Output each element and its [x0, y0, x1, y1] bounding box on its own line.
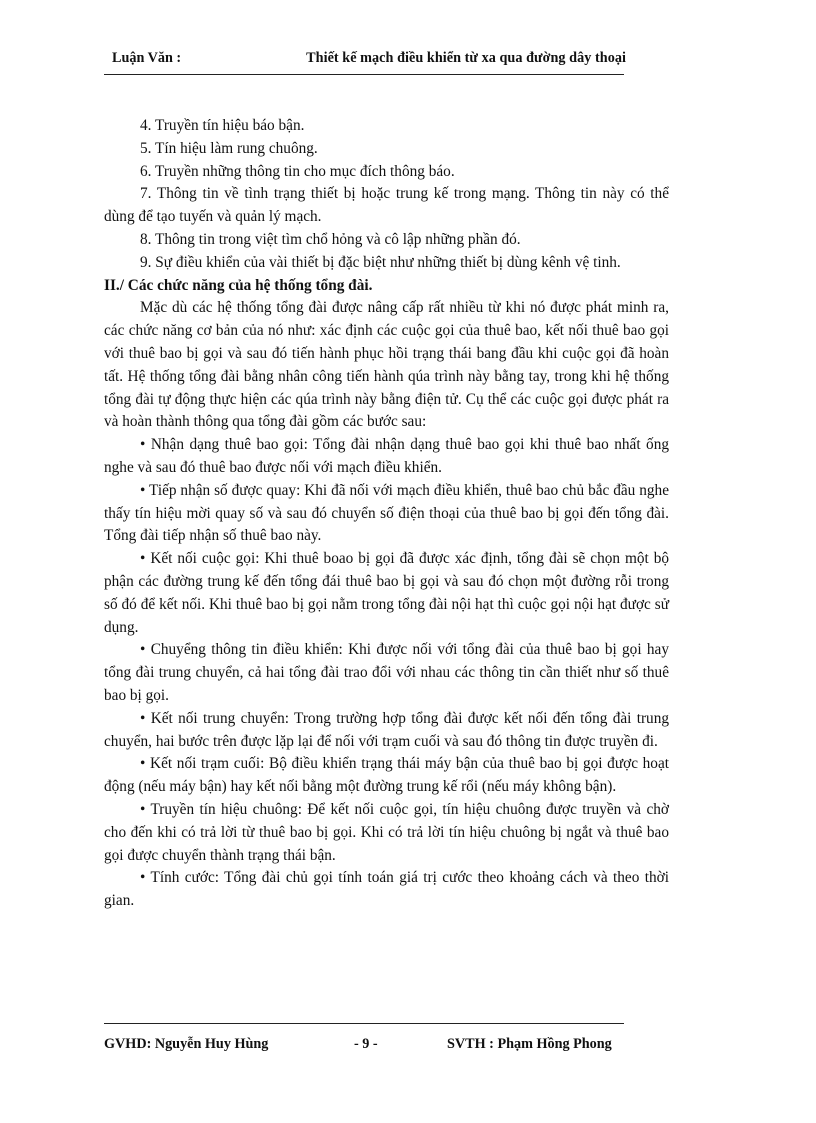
page-header — [112, 50, 626, 67]
list-item-7: 7. Thông tin về tình trạng thiết bị hoặc trung kế trong mạng. Thông tin này có thể dùng để tạo tuyến và quản lý mạch. — [104, 185, 669, 226]
bullet-text: Kết nối cuộc gọi: Khi thuê boao bị gọi đã được xác định, tổng đài sẽ chọn một bộ phận các đường trung kế đến tổng đái thuê bao bị gọi và sau đó chọn một đường rỗi trong số đó để kết nối. Khi thuê bao bị gọi nằm trong tổng đài nội hạt thì cuộc gọi nội hạt được sử dụng. — [104, 550, 670, 636]
bullet-icon: • — [140, 550, 146, 568]
bullet-text: Kết nối trung chuyển: Trong trường hợp tổng đài được kết nối đến tổng đài trung chuyển, hai bước trên được lặp lại để nối với trạm cuối và sau đó thông tin được truyền đi. — [104, 709, 669, 750]
bullet-icon: • — [140, 436, 146, 454]
bullet-text: Chuyểng thông tin điều khiển: Khi được nối với tổng đài của thuê bao bị gọi hay tổng đài trung chuyển, cả hai tổng đài trao đổi với nhau các thông tin cần thiết như số thuê bao bị gọi. — [104, 641, 669, 704]
footer-student: SVTH : Phạm Hồng Phong — [447, 1036, 612, 1052]
bullet-item-call-connection — [104, 548, 669, 639]
bullet-text: Tính cước: Tổng đài chủ gọi tính toán giá trị cước theo khoảng cách và theo thời gian. — [104, 869, 669, 910]
list-item-8: 8. Thông tin trong việt tìm chổ hỏng và cô lập những phần đó. — [140, 230, 521, 248]
bullet-text: Truyền tín hiệu chuông: Để kết nối cuộc gọi, tín hiệu chuông được truyền và chờ cho đến khi có trả lời từ thuê bao bị gọi. Khi có trả lời tín hiệu chuông bị ngắt và thuê bao gọi được chuyển thành trạng thái bận. — [104, 800, 669, 864]
header-document-type: Luận Văn : — [112, 50, 182, 66]
bullet-icon: • — [140, 800, 146, 818]
bullet-icon: • — [140, 755, 146, 773]
bullet-item-billing — [104, 867, 669, 913]
footer-divider — [104, 1023, 624, 1024]
list-item-9: 9. Sự điều khiển của vài thiết bị đặc biệt như những thiết bị dùng kênh vệ tinh. — [140, 253, 621, 271]
bullet-item-control-info-transfer — [104, 639, 669, 707]
bullet-text: Tiếp nhận số được quay: Khi đã nối với mạch điều khiển, thuê bao chủ bắc đầu nghe thấy tín hiệu mời quay số và sau đó chuyển số điện thoại của thuê bao bị gọi đến tổng đài. Tổng đài tiếp nhận số thuê bao này. — [104, 481, 669, 545]
section-heading: II./ Các chức năng của hệ thống tổng đài. — [104, 276, 373, 294]
header-divider — [104, 74, 624, 75]
bullet-icon: • — [140, 641, 146, 659]
bullet-text: Nhận dạng thuê bao gọi: Tổng đài nhận dạng thuê bao gọi khi thuê bao nhất ống nghe và sau đó thuê bao được nối với mạch điều khiển. — [104, 436, 669, 476]
page-body — [104, 115, 669, 913]
bullet-icon: • — [140, 709, 146, 727]
bullet-item-ringing-signal — [104, 799, 669, 867]
bullet-icon: • — [140, 869, 146, 887]
list-item-5: 5. Tín hiệu làm rung chuông. — [140, 139, 318, 157]
list-item-6: 6. Truyền những thông tin cho mục đích thông báo. — [140, 162, 455, 180]
page-number: - 9 - — [354, 1036, 378, 1052]
footer-supervisor: GVHD: Nguyễn Huy Hùng — [104, 1036, 269, 1052]
list-item-4: 4. Truyền tín hiệu báo bận. — [140, 117, 305, 134]
bullet-icon: • — [140, 481, 146, 499]
bullet-item-digit-reception — [104, 480, 669, 548]
section-intro-paragraph: Mặc dù các hệ thống tổng đài được nâng cấp rất nhiều từ khi nó được phát minh ra, các chức năng cơ bản của nó như: xác định các cuộc gọi của thuê bao, kết nối thuê bao gọi với thuê bao bị gọi và sau đó tiến hành phục hồi trạng thái bang đầu khi cuộc gọi đã hoàn tất. Hệ thống tổng đài bằng nhân công tiến hành qúa trình này bằng tay, trong khi hệ thống tổng đài tự động thực hiện các qúa trình này bằng điện tử. Cụ thể các cuộc gọi được phát ra và hoàn thành thông qua tổng đài gồm các bước sau: — [104, 299, 669, 431]
bullet-item-caller-identification — [104, 434, 669, 480]
bullet-item-transit-connection — [104, 708, 669, 754]
bullet-item-terminal-connection — [104, 753, 669, 799]
header-thesis-title: Thiết kế mạch điều khiển từ xa qua đường dây thoại — [306, 50, 626, 66]
bullet-text: Kết nối trạm cuối: Bộ điều khiển trạng thái máy bận của thuê bao bị gọi được hoạt động (nếu máy bận) hay kết nối bằng một đường trung kế rổi (nếu máy không bận). — [104, 755, 669, 796]
